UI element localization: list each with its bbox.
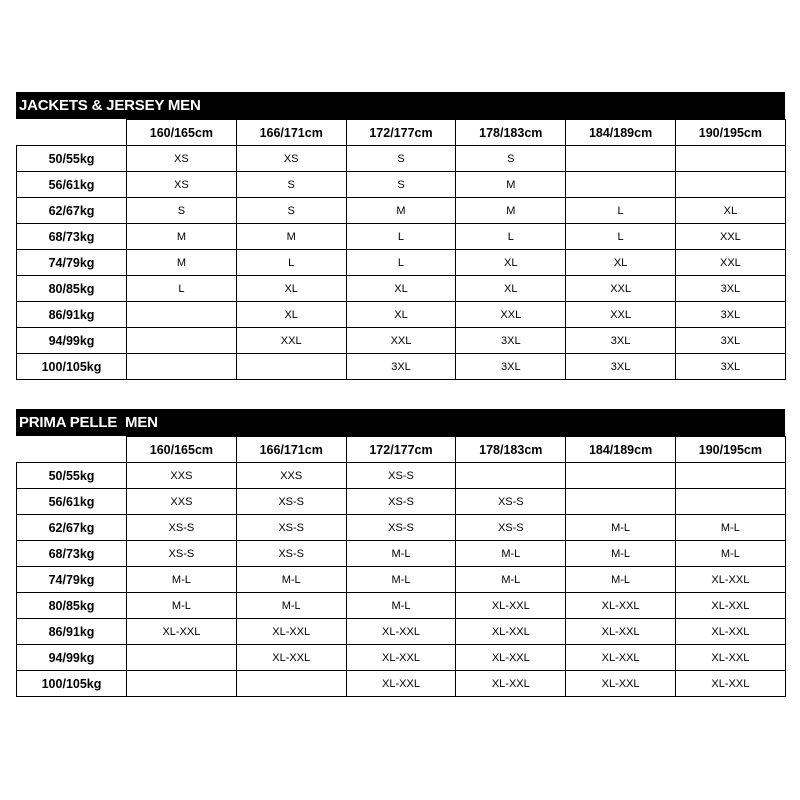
size-cell: XS-S xyxy=(346,489,456,515)
table-row xyxy=(17,593,786,619)
size-cell: XXS xyxy=(127,463,237,489)
size-cell: S xyxy=(456,146,566,172)
row-header-weight: 50/55kg xyxy=(17,146,127,172)
size-cell: 3XL xyxy=(456,328,566,354)
table-row xyxy=(17,463,786,489)
size-cell: 3XL xyxy=(675,354,785,380)
column-header-height: 160/165cm xyxy=(127,437,237,463)
size-cell: XL xyxy=(236,276,346,302)
column-header-height: 178/183cm xyxy=(456,437,566,463)
size-cell: 3XL xyxy=(675,328,785,354)
size-cell: XL-XXL xyxy=(675,567,785,593)
size-cell: XXL xyxy=(675,250,785,276)
size-cell: XL-XXL xyxy=(456,645,566,671)
corner-cell xyxy=(17,120,127,146)
size-cell: XL-XXL xyxy=(236,645,346,671)
column-header-height: 160/165cm xyxy=(127,120,237,146)
column-header-height: 166/171cm xyxy=(236,437,346,463)
size-cell: XS xyxy=(236,146,346,172)
size-cell: M-L xyxy=(346,541,456,567)
column-header-height: 172/177cm xyxy=(346,437,456,463)
size-cell: 3XL xyxy=(566,354,676,380)
size-cell xyxy=(566,146,676,172)
size-cell: M-L xyxy=(346,567,456,593)
size-cell: XL-XXL xyxy=(456,593,566,619)
size-cell: XL-XXL xyxy=(456,619,566,645)
size-cell: XL-XXL xyxy=(675,645,785,671)
column-header-height: 190/195cm xyxy=(675,437,785,463)
size-cell: M-L xyxy=(456,567,566,593)
size-cell xyxy=(675,146,785,172)
size-cell: XS-S xyxy=(236,489,346,515)
table-row xyxy=(17,645,786,671)
size-cell: L xyxy=(566,224,676,250)
size-cell: M-L xyxy=(127,567,237,593)
size-cell: M-L xyxy=(236,593,346,619)
row-header-weight: 100/105kg xyxy=(17,354,127,380)
size-cell: XS-S xyxy=(127,541,237,567)
header-row xyxy=(17,437,786,463)
size-cell: XS-S xyxy=(456,489,566,515)
size-cell: M-L xyxy=(566,515,676,541)
row-header-weight: 80/85kg xyxy=(17,593,127,619)
size-cell: M xyxy=(456,198,566,224)
size-cell: XXL xyxy=(346,328,456,354)
corner-cell xyxy=(17,437,127,463)
size-cell: M xyxy=(127,250,237,276)
row-header-weight: 56/61kg xyxy=(17,172,127,198)
size-cell: XL-XXL xyxy=(675,671,785,697)
size-cell: M xyxy=(127,224,237,250)
size-cell xyxy=(675,172,785,198)
table-row xyxy=(17,671,786,697)
size-cell: XS-S xyxy=(127,515,237,541)
row-header-weight: 62/67kg xyxy=(17,198,127,224)
table-row xyxy=(17,567,786,593)
table-row xyxy=(17,302,786,328)
size-cell: XL xyxy=(566,250,676,276)
size-cell: XL-XXL xyxy=(236,619,346,645)
size-cell xyxy=(127,671,237,697)
size-cell: L xyxy=(127,276,237,302)
row-header-weight: 100/105kg xyxy=(17,671,127,697)
table-row xyxy=(17,541,786,567)
size-chart-prima-pelle xyxy=(16,409,785,697)
size-cell: XL xyxy=(346,302,456,328)
size-cell: XL xyxy=(346,276,456,302)
chart-title: JACKETS & JERSEY MEN xyxy=(16,92,785,119)
size-cell: XL xyxy=(675,198,785,224)
row-header-weight: 68/73kg xyxy=(17,224,127,250)
size-cell: XS xyxy=(127,172,237,198)
table-row xyxy=(17,146,786,172)
size-cell xyxy=(566,463,676,489)
size-table xyxy=(16,119,786,380)
size-cell: XXL xyxy=(236,328,346,354)
size-cell xyxy=(675,489,785,515)
size-cell xyxy=(127,354,237,380)
table-row xyxy=(17,328,786,354)
size-cell: XS-S xyxy=(346,463,456,489)
column-header-height: 166/171cm xyxy=(236,120,346,146)
size-cell: XL-XXL xyxy=(566,671,676,697)
size-cell: M-L xyxy=(127,593,237,619)
size-cell: M xyxy=(346,198,456,224)
size-cell: XL-XXL xyxy=(127,619,237,645)
table-row xyxy=(17,276,786,302)
size-cell xyxy=(675,463,785,489)
size-cell xyxy=(127,302,237,328)
size-cell: XS-S xyxy=(236,541,346,567)
size-cell: S xyxy=(127,198,237,224)
size-cell: S xyxy=(236,172,346,198)
row-header-weight: 94/99kg xyxy=(17,328,127,354)
column-header-height: 190/195cm xyxy=(675,120,785,146)
size-cell: L xyxy=(456,224,566,250)
size-cell: XL-XXL xyxy=(456,671,566,697)
size-cell: M-L xyxy=(456,541,566,567)
size-cell: L xyxy=(236,250,346,276)
size-cell: M-L xyxy=(675,515,785,541)
size-cell: L xyxy=(566,198,676,224)
size-cell: XL-XXL xyxy=(566,619,676,645)
table-row xyxy=(17,172,786,198)
size-cell: M-L xyxy=(236,567,346,593)
size-cell: S xyxy=(236,198,346,224)
size-chart-jackets-jersey xyxy=(16,92,785,380)
size-cell: XL xyxy=(456,250,566,276)
size-cell: XXS xyxy=(236,463,346,489)
size-cell: 3XL xyxy=(675,302,785,328)
size-cell: XL-XXL xyxy=(346,645,456,671)
column-header-height: 178/183cm xyxy=(456,120,566,146)
size-cell: XL-XXL xyxy=(675,619,785,645)
size-cell: S xyxy=(346,172,456,198)
row-header-weight: 62/67kg xyxy=(17,515,127,541)
size-cell xyxy=(236,671,346,697)
size-cell: S xyxy=(346,146,456,172)
column-header-height: 184/189cm xyxy=(566,437,676,463)
size-cell: XL-XXL xyxy=(566,593,676,619)
header-row xyxy=(17,120,786,146)
size-cell: L xyxy=(346,250,456,276)
size-cell: 3XL xyxy=(456,354,566,380)
table-row xyxy=(17,354,786,380)
column-header-height: 172/177cm xyxy=(346,120,456,146)
size-cell: XL xyxy=(456,276,566,302)
size-cell: XXS xyxy=(127,489,237,515)
size-cell: 3XL xyxy=(566,328,676,354)
size-cell: XS xyxy=(127,146,237,172)
size-cell: XXL xyxy=(456,302,566,328)
row-header-weight: 74/79kg xyxy=(17,567,127,593)
size-cell: M-L xyxy=(566,541,676,567)
size-cell: 3XL xyxy=(675,276,785,302)
size-cell: XL-XXL xyxy=(346,671,456,697)
size-cell: XXL xyxy=(566,276,676,302)
size-cell: XS-S xyxy=(346,515,456,541)
size-cell: M xyxy=(236,224,346,250)
size-cell: XXL xyxy=(566,302,676,328)
size-cell xyxy=(566,489,676,515)
size-cell: XL-XXL xyxy=(675,593,785,619)
size-cell: XS-S xyxy=(236,515,346,541)
row-header-weight: 94/99kg xyxy=(17,645,127,671)
row-header-weight: 80/85kg xyxy=(17,276,127,302)
table-row xyxy=(17,224,786,250)
table-row xyxy=(17,515,786,541)
table-row xyxy=(17,250,786,276)
size-cell: XL-XXL xyxy=(566,645,676,671)
size-cell xyxy=(456,463,566,489)
size-cell xyxy=(127,328,237,354)
size-cell: XXL xyxy=(675,224,785,250)
row-header-weight: 56/61kg xyxy=(17,489,127,515)
size-cell: M-L xyxy=(675,541,785,567)
row-header-weight: 86/91kg xyxy=(17,619,127,645)
size-table xyxy=(16,436,786,697)
row-header-weight: 50/55kg xyxy=(17,463,127,489)
size-cell xyxy=(566,172,676,198)
size-cell xyxy=(236,354,346,380)
size-cell: L xyxy=(346,224,456,250)
row-header-weight: 74/79kg xyxy=(17,250,127,276)
size-cell: XS-S xyxy=(456,515,566,541)
size-cell: XL xyxy=(236,302,346,328)
size-cell: 3XL xyxy=(346,354,456,380)
size-cell: M-L xyxy=(346,593,456,619)
table-row xyxy=(17,198,786,224)
size-cell: XL-XXL xyxy=(346,619,456,645)
column-header-height: 184/189cm xyxy=(566,120,676,146)
row-header-weight: 86/91kg xyxy=(17,302,127,328)
size-cell: M xyxy=(456,172,566,198)
row-header-weight: 68/73kg xyxy=(17,541,127,567)
size-cell xyxy=(127,645,237,671)
chart-title: PRIMA PELLE MEN xyxy=(16,409,785,436)
table-row xyxy=(17,489,786,515)
size-cell: M-L xyxy=(566,567,676,593)
table-row xyxy=(17,619,786,645)
